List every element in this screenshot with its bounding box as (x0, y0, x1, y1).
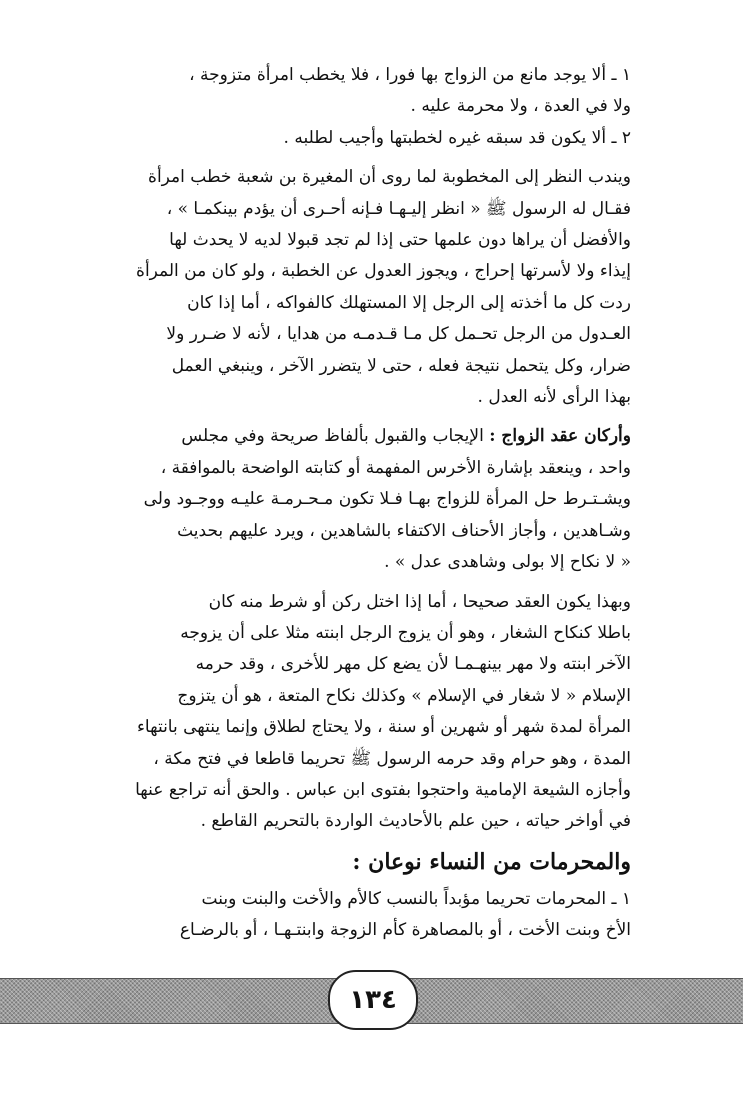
text-line: ويندب النظر إلى المخطوبة لما روى أن المغيرة بن شعبة خطب امرأة (148, 167, 631, 188)
page-number: ١٣٤ (328, 970, 418, 1030)
text-line: ويشـتـرط حل المرأة للزواج بهـا فـلا تكون مـحـرمـة عليـه ووجـود ولى (143, 489, 631, 510)
text-line: باطلا كنكاح الشغار ، وهو أن يزوج الرجل ابنته مثلا على أن يزوجه (180, 622, 631, 643)
text-line: إيذاء ولا لأسرتها إحراج ، ويجوز العدول عن الخطبة ، ولو كان من المرأة (136, 261, 631, 282)
text-line: فقـال له الرسول ﷺ « انظر إليـهـا فـإنه أحـرى أن يؤدم بينكمـا » ، (166, 198, 631, 219)
text-line: « لا نكاح إلا بولى وشاهدى عدل » . (384, 552, 631, 573)
text-line: ١ ـ المحرمات تحريما مؤبداً بالنسب كالأم والأخت والبنت وبنت (201, 888, 631, 909)
pillars-label: وأركان عقد الزواج : (489, 426, 631, 447)
text-line: ١ ـ ألا يوجد مانع من الزواج بها فورا ، فلا يخطب امرأة متزوجة ، (189, 65, 631, 85)
text-line: وشـاهدين ، وأجاز الأحناف الاكتفاء بالشاهدين ، ويرد عليهم بحديث (177, 520, 631, 541)
text-line: ولا في العدة ، ولا محرمة عليه . (410, 96, 631, 117)
text-line: ٢ ـ ألا يكون قد سبقه غيره لخطبتها وأجيب لطلبه . (283, 127, 631, 148)
text-line: المرأة لمدة شهر أو شهرين أو سنة ، ولا يحتاج لطلاق وإنما ينتهى بانتهاء (136, 717, 631, 738)
text-line: الإسلام « لا شغار في الإسلام » وكذلك نكاح المتعة ، هو أن يتزوج (177, 685, 631, 706)
text-line (101, 421, 631, 452)
text-line: بهذا الرأى لأنه العدل . (477, 387, 631, 408)
text-line: والأفضل أن يراها دون علمها حتى إذا لم تجد قبولا لديه لا يحدث لها (169, 230, 631, 251)
text-line: في أواخر حياته ، حين علم بالأحاديث الواردة بالتحريم القاطع . (200, 811, 631, 832)
text-line: الآخر ابنته ولا مهر بينهـمـا لأن يضع كل مهر للأخرى ، وقد حرمه (195, 654, 631, 675)
text-line: وأجازه الشيعة الإمامية واحتجوا بفتوى ابن عباس . والحق أنه تراجع عنها (135, 779, 631, 800)
pillars-text: الإيجاب والقبول بألفاظ صريحة وفي مجلس (181, 426, 484, 447)
text-line: العـدول من الرجل تحـمل كل مـا قـدمـه من هدايا ، لأنه لا ضـرر ولا (166, 324, 631, 345)
text-line: ضرار، وكل يتحمل نتيجة فعله ، حتى لا يتضرر الآخر ، وينبغي العمل (171, 355, 631, 376)
text-line: المدة ، وهو حرام وقد حرمه الرسول ﷺ تحريما قاطعا في فتح مكة ، (153, 748, 631, 769)
text-line: وبهذا يكون العقد صحيحا ، أما إذا اختل ركن أو شرط منه كان (208, 591, 631, 612)
text-line: واحد ، وينعقد بإشارة الأخرس المفهمة أو كتابته الواضحة بالموافقة ، (160, 457, 631, 478)
text-line: ردت كل ما أخذته إلى الرجل إلا المستهلك كالفواكه ، أما إذا كان (187, 292, 631, 313)
section-heading: والمحرمات من النساء نوعان : (352, 848, 631, 875)
page-body (101, 60, 631, 947)
text-line: الأخ وبنت الأخت ، أو بالمصاهرة كأم الزوجة وابنتـهـا ، أو بالرضـاع (179, 920, 631, 941)
